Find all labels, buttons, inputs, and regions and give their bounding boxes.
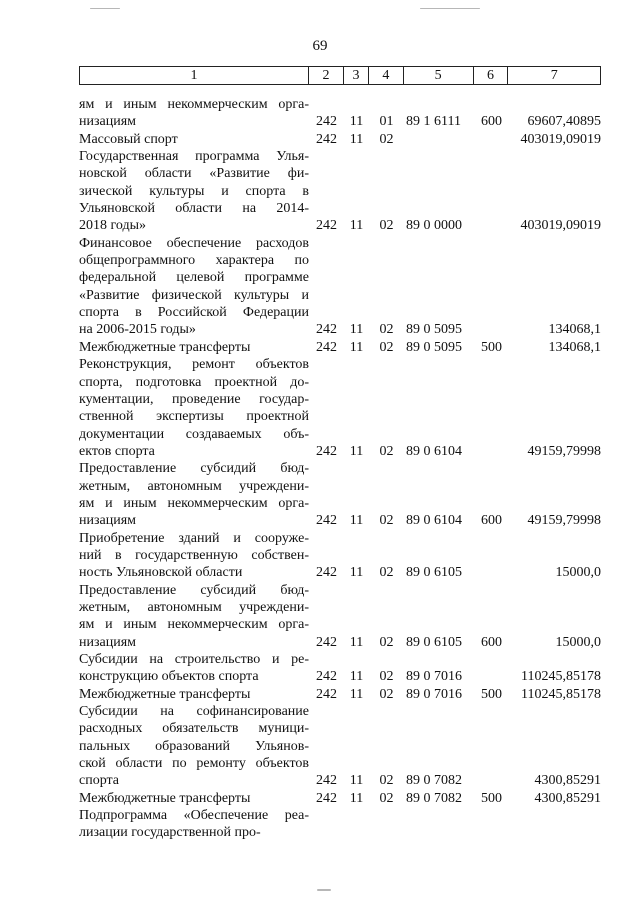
cell-c7: 69607,40895 [527,114,601,130]
cell-c7: 134068,1 [548,322,601,338]
row-name-line: Приобретение зданий и сооруже- [79,530,309,546]
cell-c2: 242 [316,790,337,806]
cell-c7: 49159,79998 [527,513,601,529]
row-name-line: Массовый спорт [79,131,178,147]
cell-c3: 11 [349,565,364,581]
cell-c3: 11 [349,513,364,529]
cell-c2: 242 [316,218,337,234]
row-name [79,807,309,842]
cell-c2: 242 [316,114,337,130]
row-name-line: ям и иным некоммерческим орга- [79,495,309,511]
cell-c6: 600 [481,513,502,529]
cell-c5: 89 1 6111 [406,114,461,130]
cell-c6 [474,564,509,581]
cell-c6 [474,443,509,460]
cell-c4: 02 [379,686,394,702]
row-name-line: лизации государственной про- [79,825,261,841]
cell-c3: 11 [349,322,364,338]
cell-c4: 02 [379,513,394,529]
row-name [79,686,309,703]
cell-c6: 500 [481,790,502,806]
row-name-line: жетным, автономным учреждени- [79,478,309,494]
scan-artifact [90,8,120,9]
cell-c2 [309,824,344,841]
cell-c3: 11 [349,114,364,130]
cell-c4 [369,824,404,841]
cell-c7: 110245,85178 [521,686,601,702]
table-body [79,96,601,842]
cell-c6 [474,772,509,789]
page-number: 69 [312,38,328,54]
cell-c2: 242 [316,669,337,685]
cell-c4: 02 [379,218,394,234]
row-name [79,790,309,807]
row-name-line: Реконструкция, ремонт объектов [79,357,309,373]
row-name [79,356,309,460]
cell-c5: 89 0 6105 [406,634,462,650]
row-name-line: кументации, проведение государ- [79,391,309,407]
cell-c4: 02 [379,773,394,789]
row-name [79,148,309,235]
row-name-line: спорта, подготовка проектной до- [79,374,309,390]
row-name-line: низациям [79,114,137,130]
header-col-1: 1 [80,67,309,84]
cell-c6 [474,131,509,148]
row-name-line: конструкцию объектов спорта [79,669,259,685]
cell-c6: 600 [481,114,502,130]
scan-artifact [420,8,480,9]
cell-c3: 11 [349,773,364,789]
cell-c5: 89 0 6104 [406,513,462,529]
table-row [79,651,601,686]
row-name-line: 2018 годы» [79,218,147,234]
table-row [79,703,601,790]
table-row [79,96,601,131]
row-name-line: ской области по ремонту объектов [79,756,309,772]
cell-c5: 89 0 6105 [406,565,462,581]
cell-c5 [404,131,474,148]
cell-c5: 89 0 7016 [406,686,462,702]
cell-c6 [474,321,509,338]
row-name-line: Предоставление субсидий бюд- [79,461,309,477]
row-name-line: ям и иным некоммерческим орга- [79,97,309,112]
cell-c2: 242 [316,339,337,355]
cell-c3: 11 [349,790,364,806]
table-row [79,148,601,235]
header-col-3: 3 [344,67,369,84]
cell-c6 [474,668,509,685]
table-row [79,235,601,339]
cell-c5: 89 0 6104 [406,443,462,459]
cell-c7: 15000,0 [555,634,601,650]
row-name-line: Государственная программа Улья- [79,149,309,165]
table-row [79,790,601,807]
row-name-line: новской области «Развитие фи- [79,166,309,182]
row-name [79,96,309,131]
table-row [79,131,601,148]
cell-c4: 02 [379,565,394,581]
cell-c2: 242 [316,634,337,650]
table-row [79,807,601,842]
cell-c2: 242 [316,322,337,338]
cell-c4: 02 [379,443,394,459]
cell-c6: 500 [481,339,502,355]
row-name-line: Субсидии на софинансирование [79,704,309,720]
row-name-line: Финансовое обеспечение расходов [79,235,309,251]
row-name-line: Субсидии на строительство и ре- [79,652,309,667]
cell-c5: 89 0 7016 [406,669,462,685]
table-row [79,582,601,651]
cell-c2: 242 [316,773,337,789]
cell-c2: 242 [316,131,337,147]
cell-c7: 15000,0 [555,565,601,581]
row-name [79,339,309,356]
row-name [79,235,309,339]
scan-artifact [317,889,331,891]
cell-c3: 11 [349,131,364,147]
row-name-line: общепрограммного характера по [79,253,309,269]
row-name-line: расходных обязательств муници- [79,721,309,737]
cell-c7 [509,824,601,841]
row-name-line: Межбюджетные трансферты [79,686,251,702]
cell-c2: 242 [316,443,337,459]
cell-c2: 242 [316,686,337,702]
table-row [79,530,601,582]
cell-c4: 02 [379,339,394,355]
row-name-line: Предоставление субсидий бюд- [79,582,309,598]
cell-c3: 11 [349,634,364,650]
row-name-line: ний в государственную собствен- [79,547,309,563]
cell-c4: 02 [379,669,394,685]
cell-c4: 02 [379,634,394,650]
row-name [79,703,309,790]
header-col-2: 2 [309,67,344,84]
cell-c4: 02 [379,790,394,806]
cell-c6: 500 [481,686,502,702]
row-name-line: Подпрограмма «Обеспечение реа- [79,808,309,824]
cell-c3: 11 [349,218,364,234]
row-name-line: ственной экспертизы проектной [79,409,309,425]
table-row [79,460,601,529]
row-name-line: спорта [79,773,120,789]
row-name-line: Межбюджетные трансферты [79,790,251,806]
cell-c5: 89 0 0000 [406,218,462,234]
row-name-line: ям и иным некоммерческим орга- [79,617,309,633]
row-name [79,460,309,529]
cell-c3: 11 [349,443,364,459]
cell-c4: 02 [379,322,394,338]
row-name-line: ность Ульяновской области [79,565,243,581]
row-name-line: федеральной целевой программе [79,270,309,286]
cell-c7: 134068,1 [548,339,601,355]
cell-c5: 89 0 5095 [406,339,462,355]
row-name [79,651,309,686]
cell-c7: 110245,85178 [521,669,601,685]
cell-c5: 89 0 7082 [406,790,462,806]
cell-c7: 4300,85291 [534,773,601,789]
cell-c2: 242 [316,513,337,529]
row-name-line: Ульяновской области на 2014- [79,201,309,217]
cell-c6 [474,217,509,234]
row-name-line: спорта в Российской Федерации [79,305,309,321]
row-name-line: низациям [79,634,137,650]
header-col-5: 5 [404,67,474,84]
table-row [79,339,601,356]
cell-c5: 89 0 7082 [406,773,462,789]
table-row [79,686,601,703]
cell-c5 [404,824,474,841]
cell-c7: 4300,85291 [534,790,601,806]
row-name [79,530,309,582]
row-name-line: «Развитие физической культуры и [79,287,309,303]
row-name [79,582,309,651]
row-name-line: пальных образований Ульянов- [79,738,309,754]
header-col-7: 7 [550,68,558,83]
cell-c3 [344,824,369,841]
cell-c4: 01 [379,114,394,130]
cell-c7: 403019,09019 [520,131,601,147]
row-name-line: документации создаваемых объ- [79,426,309,442]
table-header [79,66,601,85]
cell-c7: 403019,09019 [520,218,601,234]
row-name [79,131,309,148]
cell-c3: 11 [349,669,364,685]
row-name-line: зической культуры и спорта в [79,183,309,199]
row-name-line: ектов спорта [79,443,155,459]
cell-c3: 11 [349,339,364,355]
table-row [79,356,601,460]
row-name-line: жетным, автономным учреждени- [79,599,309,615]
cell-c6 [474,824,509,841]
cell-c3: 11 [349,686,364,702]
header-col-6: 6 [474,67,509,84]
row-name-line: Межбюджетные трансферты [79,339,251,355]
cell-c7: 49159,79998 [527,443,601,459]
cell-c4: 02 [379,131,394,147]
header-col-4: 4 [369,67,404,84]
cell-c6: 600 [481,634,502,650]
row-name-line: на 2006-2015 годы» [79,322,196,338]
cell-c5: 89 0 5095 [406,322,462,338]
row-name-line: низациям [79,513,137,529]
cell-c2: 242 [316,565,337,581]
